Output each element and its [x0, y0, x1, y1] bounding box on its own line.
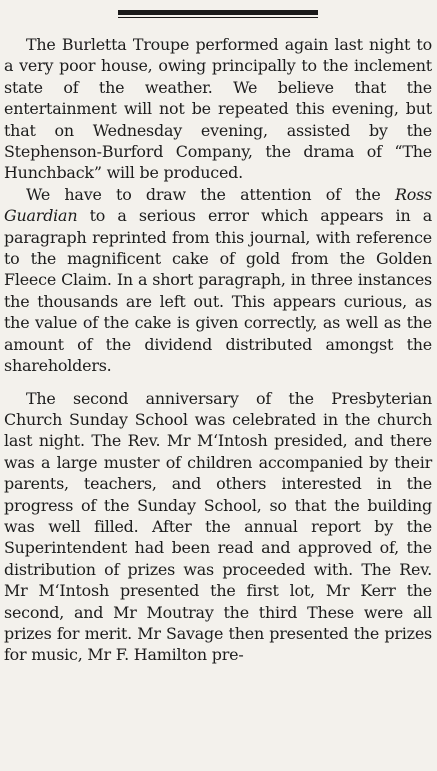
newspaper-title: Ross Guardian	[4, 184, 432, 226]
paragraph-sunday-school: The second anniversary of the Presbyterian Church Sunday School was celebrated in the church last night. The Rev. Mr M‘Intosh presided, and there was a large muster of children accompanied by their parents, teachers, and others interested in the progress of the Sunday School, so that the building was well filled. After the annual report by the Superintendent had been read and approved of, the distribution of prizes was proceeded with. The Rev. Mr M‘Intosh presented the first lot, Mr Kerr the second, and Mr Moutray the third These were all prizes for merit. Mr Savage then presented the prizes for music, Mr F. Hamilton pre-	[4, 388, 432, 665]
paragraph-burletta-troupe: The Burletta Troupe performed again last night to a very poor house, owing principally to the inclement state of the weather. We believe that the entertainment will not be repeated this evening, but that on Wednesday evening, assisted by the Stephenson-Burford Company, the drama of “The Hunchback” will be produced.	[4, 35, 432, 183]
article-column	[4, 34, 432, 666]
paragraph-ross-guardian-lead: We have to draw the attention of the	[26, 184, 395, 204]
paragraph-ross-guardian-body: to a serious error which appears in a paragraph reprinted from this journal, with reference to the magnificent cake of gold from the Golden Fleece Claim. In a short paragraph, in three instances the thousands are left out. This appears curious, as the value of the cake is given correctly, as well as the amount of the dividend distributed amongst the shareholders.	[4, 206, 432, 376]
section-divider	[118, 10, 318, 19]
paragraph-ross-guardian	[4, 184, 432, 377]
divider-thin-rule	[118, 17, 318, 18]
divider-thick-rule	[118, 10, 318, 15]
